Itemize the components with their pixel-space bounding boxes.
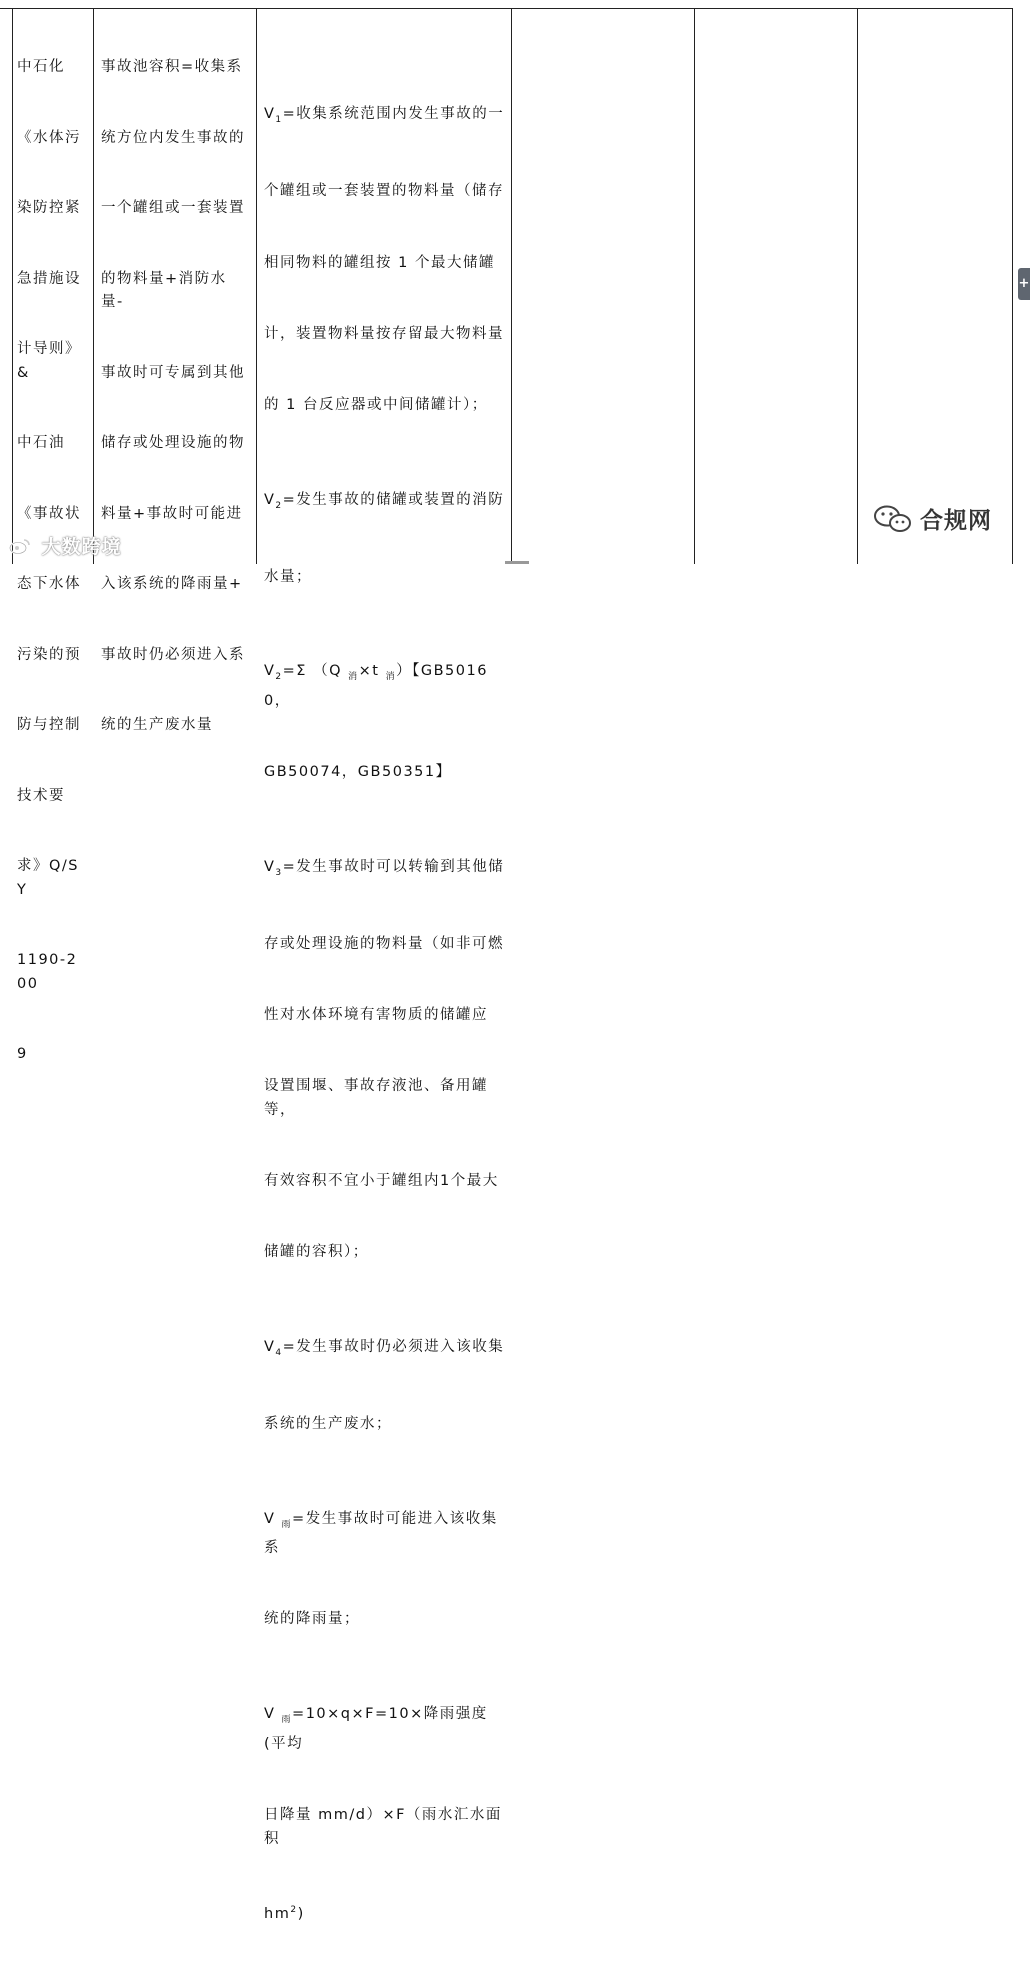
watermark-right [872, 502, 992, 535]
variable-subscript: 1 [275, 115, 283, 126]
watermark-left [8, 532, 122, 559]
v1-definition [264, 103, 508, 133]
cell-line: 技术要 [17, 787, 65, 804]
cell-line: 中石油 [17, 435, 65, 451]
cell-line: 1190-200 [17, 952, 78, 992]
cell-line: 染防控紧 [17, 200, 81, 216]
cell-line: 急措施设 [17, 270, 81, 287]
cell-line: 事故池容积=收集系 [101, 59, 243, 75]
variable-symbol: V [264, 491, 276, 508]
watermark-text: 大数跨境 [41, 536, 122, 558]
table-column-border [93, 8, 94, 564]
cell-line: 统的降雨量； [264, 1611, 360, 1628]
cell-line: 9 [17, 1046, 28, 1062]
variable-symbol: V [264, 858, 276, 875]
variable-symbol: V [264, 663, 276, 680]
page-bottom-marker [505, 561, 529, 564]
capacity-formula-cell [101, 9, 249, 785]
table-column-border [694, 8, 695, 564]
cell-line: 性对水体环境有害物质的储罐应 [264, 1006, 488, 1023]
cell-line: 的物料量+消防水量- [101, 270, 227, 310]
v3-definition [264, 856, 508, 886]
cell-line: 计，装置物料量按存留最大物料量 [264, 325, 504, 342]
cell-line: 态下水体 [17, 576, 81, 592]
variable-subscript: 雨 [281, 1519, 293, 1530]
watermark-text: 合规网 [920, 508, 992, 534]
cell-line: 储罐的容积）； [264, 1244, 369, 1261]
v2-definition [264, 489, 508, 519]
cell-line: 《事故状 [17, 505, 81, 522]
cell-line: 求》Q/SY [17, 858, 80, 898]
cell-line: 统的生产废水量 [101, 717, 213, 733]
variable-subscript: 雨 [281, 1715, 293, 1726]
cell-line: 存或处理设施的物料量（如非可燃 [264, 935, 504, 952]
unit-close: ) [297, 1905, 305, 1922]
v2-formula [264, 660, 508, 713]
variable-subscript: 2 [275, 672, 283, 683]
v6-definition [264, 1703, 508, 1756]
cell-line: =10×q×F=10×降雨强度(平均 [264, 1706, 488, 1752]
formula-part: =Σ （Q [282, 663, 349, 680]
standard-reference-cell [17, 9, 87, 1114]
cell-line: 事故时可专属到其他 [101, 364, 245, 381]
area-unit [264, 1899, 508, 1927]
cell-line: 的 1 台反应器或中间储罐计）； [264, 396, 488, 413]
cell-line: 计导则》& [17, 341, 81, 381]
cell-line: 相同物料的罐组按 1 个最大储罐 [264, 254, 495, 271]
table-column-border [1012, 8, 1013, 564]
variable-subscript: 4 [275, 1347, 283, 1358]
cell-line: 料量+事故时可能进 [101, 505, 243, 522]
cell-line: 统方位内发生事故的 [101, 129, 245, 146]
cell-line: 污染的预 [17, 646, 81, 663]
table-column-border [256, 8, 257, 564]
variable-subscript: 3 [275, 867, 283, 878]
formula-part: ×t [358, 663, 386, 680]
cell-line: 水量； [264, 568, 312, 585]
cell-line: 入该系统的降雨量+ [101, 576, 243, 592]
variable-symbol: V [264, 1510, 282, 1527]
variable-definitions-cell [264, 56, 508, 1974]
cell-line: =发生事故的储罐或装置的消防 [282, 491, 505, 508]
v5-definition [264, 1508, 508, 1561]
cell-line: 储存或处理设施的物 [101, 435, 245, 451]
unit-superscript: 2 [290, 1904, 298, 1915]
weibo-logo-icon [8, 537, 32, 555]
cell-line: 事故时仍必须进入系 [101, 646, 245, 663]
cell-line: 日降量 mm/d）×F（雨水汇水面积 [264, 1806, 502, 1847]
cell-line: 设置围堰、事故存液池、备用罐等， [264, 1078, 488, 1118]
cell-line: 一个罐组或一套装置 [101, 200, 245, 216]
cell-line: 中石化 [17, 59, 65, 75]
cell-line: =收集系统范围内发生事故的一 [282, 106, 505, 123]
wechat-logo-icon [872, 504, 914, 534]
cell-line: =发生事故时仍必须进入该收集 [282, 1338, 505, 1355]
formula-part: ）【GB50160， [264, 663, 488, 709]
side-expand-tab[interactable] [1018, 268, 1030, 300]
formula-subscript: 消 [348, 672, 359, 683]
cell-line: 有效容积不宜小于罐组内1个最大 [264, 1172, 499, 1189]
cell-line: 系统的生产废水； [264, 1415, 392, 1432]
v4-definition [264, 1336, 508, 1366]
table-column-border [511, 8, 512, 564]
variable-subscript: 2 [275, 500, 283, 511]
plus-icon: + [1018, 276, 1030, 291]
cell-line: 《水体污 [17, 129, 81, 146]
table-column-border [12, 8, 13, 564]
cell-line: =发生事故时可能进入该收集系 [264, 1510, 498, 1557]
cell-line: =发生事故时可以转输到其他储 [282, 858, 505, 875]
unit-text: hm [264, 1905, 291, 1922]
table-column-border [857, 8, 858, 564]
cell-line: 防与控制 [17, 717, 81, 733]
formula-subscript: 消 [385, 672, 397, 683]
variable-symbol: V [264, 1706, 282, 1723]
standards-reference: GB50074，GB50351】 [264, 764, 452, 781]
variable-symbol: V [264, 106, 276, 123]
cell-line: 个罐组或一套装置的物料量（储存 [264, 183, 504, 200]
variable-symbol: V [264, 1338, 276, 1355]
